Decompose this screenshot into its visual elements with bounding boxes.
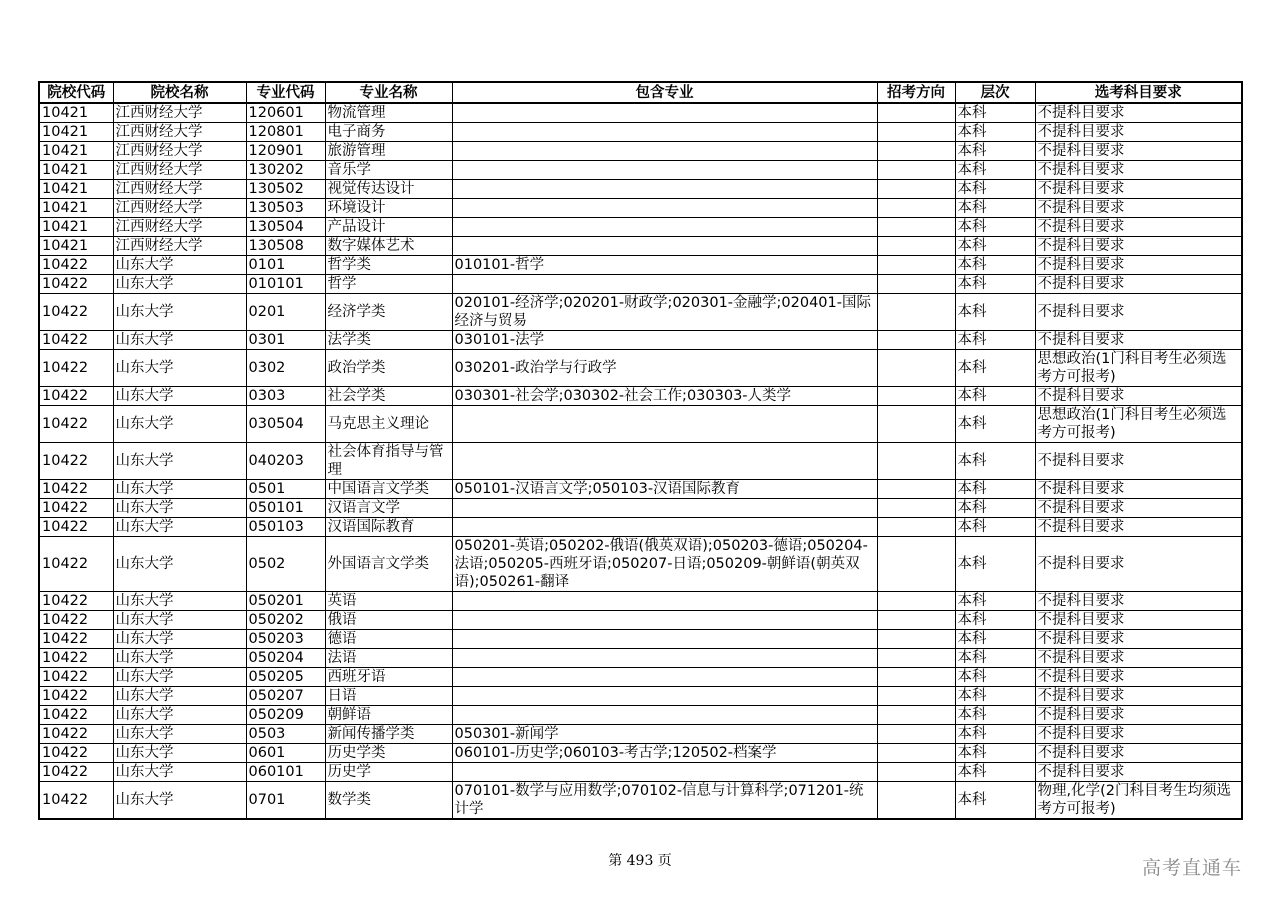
table-row — [39, 763, 1242, 782]
cell-subject-requirement: 不提科目要求 — [1035, 443, 1242, 480]
cell-level: 本科 — [955, 782, 1035, 820]
cell-major-code: 0502 — [246, 537, 325, 592]
table-row — [39, 275, 1242, 294]
cell-school-code: 10422 — [39, 275, 113, 294]
cell-subject-requirement: 思想政治(1门科目考生必须选考方可报考) — [1035, 406, 1242, 443]
cell-major-name: 汉语言文学 — [325, 499, 452, 518]
cell-subject-requirement: 不提科目要求 — [1035, 142, 1242, 161]
cell-school-code: 10422 — [39, 480, 113, 499]
cell-major-code: 0301 — [246, 331, 325, 350]
cell-included-majors: 050301-新闻学 — [452, 725, 877, 744]
cell-major-name: 汉语国际教育 — [325, 518, 452, 537]
cell-major-name: 哲学类 — [325, 256, 452, 275]
cell-school-name: 山东大学 — [113, 350, 246, 387]
cell-level: 本科 — [955, 611, 1035, 630]
header-direction: 招考方向 — [877, 82, 955, 103]
cell-level: 本科 — [955, 218, 1035, 237]
cell-school-code: 10422 — [39, 537, 113, 592]
cell-level: 本科 — [955, 630, 1035, 649]
cell-subject-requirement: 不提科目要求 — [1035, 275, 1242, 294]
cell-major-name: 外国语言文学类 — [325, 537, 452, 592]
cell-school-code: 10422 — [39, 499, 113, 518]
cell-major-code: 130504 — [246, 218, 325, 237]
cell-school-name: 山东大学 — [113, 744, 246, 763]
cell-included-majors — [452, 218, 877, 237]
cell-direction — [877, 782, 955, 820]
table-row — [39, 537, 1242, 592]
table-row — [39, 630, 1242, 649]
cell-included-majors: 030201-政治学与行政学 — [452, 350, 877, 387]
table-row — [39, 103, 1242, 123]
cell-included-majors: 030301-社会学;030302-社会工作;030303-人类学 — [452, 387, 877, 406]
cell-school-code: 10422 — [39, 518, 113, 537]
cell-included-majors — [452, 763, 877, 782]
cell-school-name: 山东大学 — [113, 687, 246, 706]
table-row — [39, 668, 1242, 687]
cell-subject-requirement: 不提科目要求 — [1035, 199, 1242, 218]
cell-direction — [877, 199, 955, 218]
cell-major-code: 120901 — [246, 142, 325, 161]
cell-school-name: 山东大学 — [113, 763, 246, 782]
cell-major-name: 物流管理 — [325, 103, 452, 123]
cell-school-code: 10422 — [39, 763, 113, 782]
cell-school-name: 山东大学 — [113, 630, 246, 649]
cell-direction — [877, 142, 955, 161]
cell-major-name: 历史学类 — [325, 744, 452, 763]
cell-subject-requirement: 不提科目要求 — [1035, 592, 1242, 611]
cell-subject-requirement: 不提科目要求 — [1035, 237, 1242, 256]
table-row — [39, 406, 1242, 443]
cell-included-majors: 050201-英语;050202-俄语(俄英双语);050203-德语;050204-法语;050205-西班牙语;050207-日语;050209-朝鲜语(朝英双语);050261-翻译 — [452, 537, 877, 592]
cell-major-name: 视觉传达设计 — [325, 180, 452, 199]
cell-school-code: 10422 — [39, 256, 113, 275]
cell-school-name: 山东大学 — [113, 537, 246, 592]
cell-major-name: 英语 — [325, 592, 452, 611]
cell-school-name: 山东大学 — [113, 480, 246, 499]
header-row — [39, 82, 1242, 103]
table-row — [39, 649, 1242, 668]
admission-table — [38, 81, 1243, 820]
cell-school-name: 山东大学 — [113, 725, 246, 744]
cell-school-code: 10422 — [39, 611, 113, 630]
cell-included-majors — [452, 611, 877, 630]
cell-subject-requirement: 不提科目要求 — [1035, 123, 1242, 142]
cell-school-code: 10422 — [39, 668, 113, 687]
cell-level: 本科 — [955, 443, 1035, 480]
cell-included-majors — [452, 706, 877, 725]
cell-direction — [877, 123, 955, 142]
cell-level: 本科 — [955, 350, 1035, 387]
cell-level: 本科 — [955, 275, 1035, 294]
header-included-majors: 包含专业 — [452, 82, 877, 103]
cell-school-name: 江西财经大学 — [113, 103, 246, 123]
cell-major-code: 0201 — [246, 294, 325, 331]
cell-major-name: 社会学类 — [325, 387, 452, 406]
cell-subject-requirement: 不提科目要求 — [1035, 611, 1242, 630]
cell-included-majors: 030101-法学 — [452, 331, 877, 350]
cell-included-majors: 060101-历史学;060103-考古学;120502-档案学 — [452, 744, 877, 763]
cell-included-majors — [452, 592, 877, 611]
cell-school-code: 10422 — [39, 350, 113, 387]
cell-direction — [877, 763, 955, 782]
cell-included-majors — [452, 630, 877, 649]
cell-school-code: 10422 — [39, 294, 113, 331]
cell-included-majors — [452, 237, 877, 256]
table-row — [39, 294, 1242, 331]
cell-level: 本科 — [955, 123, 1035, 142]
cell-major-name: 音乐学 — [325, 161, 452, 180]
cell-direction — [877, 218, 955, 237]
cell-included-majors — [452, 123, 877, 142]
cell-school-code: 10422 — [39, 592, 113, 611]
cell-subject-requirement: 不提科目要求 — [1035, 630, 1242, 649]
cell-major-code: 120801 — [246, 123, 325, 142]
cell-major-code: 0601 — [246, 744, 325, 763]
cell-included-majors: 050101-汉语言文学;050103-汉语国际教育 — [452, 480, 877, 499]
cell-major-code: 050201 — [246, 592, 325, 611]
cell-direction — [877, 668, 955, 687]
cell-level: 本科 — [955, 199, 1035, 218]
cell-school-name: 江西财经大学 — [113, 218, 246, 237]
cell-major-name: 环境设计 — [325, 199, 452, 218]
cell-subject-requirement: 不提科目要求 — [1035, 744, 1242, 763]
cell-level: 本科 — [955, 161, 1035, 180]
cell-included-majors — [452, 518, 877, 537]
cell-major-code: 050207 — [246, 687, 325, 706]
cell-school-code: 10422 — [39, 782, 113, 820]
cell-level: 本科 — [955, 537, 1035, 592]
table-row — [39, 687, 1242, 706]
cell-level: 本科 — [955, 518, 1035, 537]
cell-school-name: 山东大学 — [113, 294, 246, 331]
cell-level: 本科 — [955, 480, 1035, 499]
cell-major-code: 130508 — [246, 237, 325, 256]
cell-major-name: 社会体育指导与管理 — [325, 443, 452, 480]
table-row — [39, 142, 1242, 161]
cell-subject-requirement: 思想政治(1门科目考生必须选考方可报考) — [1035, 350, 1242, 387]
cell-direction — [877, 537, 955, 592]
cell-major-code: 050101 — [246, 499, 325, 518]
cell-level: 本科 — [955, 706, 1035, 725]
cell-level: 本科 — [955, 668, 1035, 687]
header-level: 层次 — [955, 82, 1035, 103]
cell-major-name: 旅游管理 — [325, 142, 452, 161]
table-row — [39, 256, 1242, 275]
cell-major-code: 130502 — [246, 180, 325, 199]
cell-direction — [877, 706, 955, 725]
cell-major-code: 040203 — [246, 443, 325, 480]
cell-included-majors: 070101-数学与应用数学;070102-信息与计算科学;071201-统计学 — [452, 782, 877, 820]
cell-included-majors — [452, 649, 877, 668]
header-major-code: 专业代码 — [246, 82, 325, 103]
cell-school-code: 10422 — [39, 331, 113, 350]
table-row — [39, 199, 1242, 218]
cell-major-name: 中国语言文学类 — [325, 480, 452, 499]
cell-school-code: 10421 — [39, 103, 113, 123]
cell-level: 本科 — [955, 142, 1035, 161]
cell-included-majors — [452, 443, 877, 480]
cell-direction — [877, 275, 955, 294]
cell-major-name: 政治学类 — [325, 350, 452, 387]
cell-direction — [877, 103, 955, 123]
cell-school-code: 10422 — [39, 706, 113, 725]
cell-school-code: 10422 — [39, 443, 113, 480]
table-row — [39, 611, 1242, 630]
cell-school-code: 10422 — [39, 649, 113, 668]
cell-level: 本科 — [955, 180, 1035, 199]
cell-direction — [877, 499, 955, 518]
cell-included-majors — [452, 499, 877, 518]
cell-school-name: 江西财经大学 — [113, 123, 246, 142]
cell-direction — [877, 294, 955, 331]
header-school-name: 院校名称 — [113, 82, 246, 103]
cell-school-code: 10422 — [39, 387, 113, 406]
cell-level: 本科 — [955, 331, 1035, 350]
table-row — [39, 480, 1242, 499]
cell-subject-requirement: 不提科目要求 — [1035, 387, 1242, 406]
cell-subject-requirement: 不提科目要求 — [1035, 161, 1242, 180]
table-row — [39, 443, 1242, 480]
cell-school-code: 10421 — [39, 237, 113, 256]
cell-subject-requirement: 不提科目要求 — [1035, 537, 1242, 592]
cell-major-name: 新闻传播学类 — [325, 725, 452, 744]
cell-direction — [877, 350, 955, 387]
cell-included-majors — [452, 142, 877, 161]
cell-major-code: 0503 — [246, 725, 325, 744]
table-row — [39, 518, 1242, 537]
cell-direction — [877, 611, 955, 630]
cell-major-code: 0501 — [246, 480, 325, 499]
cell-major-name: 马克思主义理论 — [325, 406, 452, 443]
cell-subject-requirement: 不提科目要求 — [1035, 331, 1242, 350]
cell-school-code: 10422 — [39, 744, 113, 763]
cell-major-code: 050103 — [246, 518, 325, 537]
cell-direction — [877, 161, 955, 180]
cell-school-name: 山东大学 — [113, 518, 246, 537]
table-row — [39, 350, 1242, 387]
cell-major-code: 030504 — [246, 406, 325, 443]
cell-level: 本科 — [955, 687, 1035, 706]
cell-major-name: 俄语 — [325, 611, 452, 630]
cell-school-name: 山东大学 — [113, 499, 246, 518]
cell-major-code: 050203 — [246, 630, 325, 649]
table-row — [39, 218, 1242, 237]
cell-major-code: 120601 — [246, 103, 325, 123]
cell-major-code: 060101 — [246, 763, 325, 782]
cell-school-code: 10422 — [39, 687, 113, 706]
cell-school-name: 山东大学 — [113, 443, 246, 480]
cell-included-majors: 020101-经济学;020201-财政学;020301-金融学;020401-国际经济与贸易 — [452, 294, 877, 331]
cell-major-name: 日语 — [325, 687, 452, 706]
cell-direction — [877, 237, 955, 256]
cell-major-code: 0701 — [246, 782, 325, 820]
cell-major-name: 产品设计 — [325, 218, 452, 237]
cell-school-name: 山东大学 — [113, 387, 246, 406]
table-row — [39, 782, 1242, 820]
cell-included-majors — [452, 199, 877, 218]
cell-subject-requirement: 不提科目要求 — [1035, 763, 1242, 782]
cell-major-code: 050204 — [246, 649, 325, 668]
header-school-code: 院校代码 — [39, 82, 113, 103]
watermark-logo: 高考直通车 — [1142, 857, 1243, 879]
cell-subject-requirement: 不提科目要求 — [1035, 480, 1242, 499]
cell-direction — [877, 331, 955, 350]
table-row — [39, 180, 1242, 199]
cell-school-code: 10422 — [39, 725, 113, 744]
table-row — [39, 725, 1242, 744]
table-row — [39, 592, 1242, 611]
cell-major-name: 数字媒体艺术 — [325, 237, 452, 256]
table-row — [39, 331, 1242, 350]
cell-direction — [877, 256, 955, 275]
cell-direction — [877, 649, 955, 668]
cell-school-name: 江西财经大学 — [113, 199, 246, 218]
cell-subject-requirement: 不提科目要求 — [1035, 180, 1242, 199]
cell-major-code: 130503 — [246, 199, 325, 218]
cell-subject-requirement: 物理,化学(2门科目考生均须选考方可报考) — [1035, 782, 1242, 820]
table-row — [39, 499, 1242, 518]
cell-level: 本科 — [955, 256, 1035, 275]
cell-school-name: 山东大学 — [113, 649, 246, 668]
cell-direction — [877, 592, 955, 611]
cell-subject-requirement: 不提科目要求 — [1035, 725, 1242, 744]
cell-school-name: 山东大学 — [113, 611, 246, 630]
cell-direction — [877, 630, 955, 649]
table-row — [39, 706, 1242, 725]
page-number: 第 493 页 — [608, 853, 672, 869]
cell-major-code: 050209 — [246, 706, 325, 725]
cell-level: 本科 — [955, 294, 1035, 331]
cell-included-majors — [452, 275, 877, 294]
table-row — [39, 387, 1242, 406]
cell-major-name: 电子商务 — [325, 123, 452, 142]
cell-subject-requirement: 不提科目要求 — [1035, 218, 1242, 237]
cell-subject-requirement: 不提科目要求 — [1035, 499, 1242, 518]
cell-direction — [877, 687, 955, 706]
cell-school-code: 10421 — [39, 180, 113, 199]
cell-subject-requirement: 不提科目要求 — [1035, 687, 1242, 706]
cell-subject-requirement: 不提科目要求 — [1035, 668, 1242, 687]
cell-level: 本科 — [955, 237, 1035, 256]
cell-level: 本科 — [955, 725, 1035, 744]
cell-major-name: 历史学 — [325, 763, 452, 782]
table-row — [39, 237, 1242, 256]
cell-level: 本科 — [955, 499, 1035, 518]
cell-included-majors: 010101-哲学 — [452, 256, 877, 275]
cell-subject-requirement: 不提科目要求 — [1035, 518, 1242, 537]
cell-school-name: 山东大学 — [113, 706, 246, 725]
cell-included-majors — [452, 103, 877, 123]
cell-major-code: 010101 — [246, 275, 325, 294]
cell-direction — [877, 480, 955, 499]
cell-level: 本科 — [955, 387, 1035, 406]
table-row — [39, 161, 1242, 180]
table-row — [39, 744, 1242, 763]
cell-school-code: 10421 — [39, 199, 113, 218]
cell-included-majors — [452, 668, 877, 687]
cell-direction — [877, 406, 955, 443]
cell-level: 本科 — [955, 763, 1035, 782]
cell-major-code: 050205 — [246, 668, 325, 687]
cell-major-name: 朝鲜语 — [325, 706, 452, 725]
cell-major-code: 130202 — [246, 161, 325, 180]
cell-direction — [877, 744, 955, 763]
cell-school-name: 江西财经大学 — [113, 237, 246, 256]
cell-level: 本科 — [955, 744, 1035, 763]
cell-school-name: 山东大学 — [113, 668, 246, 687]
cell-included-majors — [452, 180, 877, 199]
cell-major-name: 西班牙语 — [325, 668, 452, 687]
cell-included-majors — [452, 161, 877, 180]
cell-direction — [877, 725, 955, 744]
cell-school-code: 10421 — [39, 123, 113, 142]
cell-school-code: 10421 — [39, 161, 113, 180]
cell-direction — [877, 387, 955, 406]
cell-school-name: 山东大学 — [113, 331, 246, 350]
cell-level: 本科 — [955, 592, 1035, 611]
header-major-name: 专业名称 — [325, 82, 452, 103]
cell-level: 本科 — [955, 406, 1035, 443]
cell-school-name: 江西财经大学 — [113, 180, 246, 199]
cell-school-name: 山东大学 — [113, 782, 246, 820]
header-subject-requirement: 选考科目要求 — [1035, 82, 1242, 103]
cell-school-name: 江西财经大学 — [113, 161, 246, 180]
cell-school-name: 山东大学 — [113, 592, 246, 611]
cell-major-name: 德语 — [325, 630, 452, 649]
cell-subject-requirement: 不提科目要求 — [1035, 103, 1242, 123]
cell-major-name: 经济学类 — [325, 294, 452, 331]
cell-school-code: 10421 — [39, 218, 113, 237]
cell-major-name: 法语 — [325, 649, 452, 668]
cell-major-code: 050202 — [246, 611, 325, 630]
cell-included-majors — [452, 406, 877, 443]
cell-major-code: 0302 — [246, 350, 325, 387]
cell-subject-requirement: 不提科目要求 — [1035, 706, 1242, 725]
cell-school-name: 山东大学 — [113, 275, 246, 294]
cell-school-name: 山东大学 — [113, 406, 246, 443]
cell-school-name: 江西财经大学 — [113, 142, 246, 161]
cell-school-code: 10422 — [39, 406, 113, 443]
cell-included-majors — [452, 687, 877, 706]
cell-direction — [877, 180, 955, 199]
cell-level: 本科 — [955, 103, 1035, 123]
cell-major-name: 法学类 — [325, 331, 452, 350]
cell-subject-requirement: 不提科目要求 — [1035, 649, 1242, 668]
cell-subject-requirement: 不提科目要求 — [1035, 294, 1242, 331]
cell-major-code: 0303 — [246, 387, 325, 406]
table-row — [39, 123, 1242, 142]
cell-major-name: 数学类 — [325, 782, 452, 820]
cell-subject-requirement: 不提科目要求 — [1035, 256, 1242, 275]
cell-major-name: 哲学 — [325, 275, 452, 294]
cell-direction — [877, 443, 955, 480]
cell-level: 本科 — [955, 649, 1035, 668]
cell-school-code: 10422 — [39, 630, 113, 649]
cell-school-name: 山东大学 — [113, 256, 246, 275]
cell-major-code: 0101 — [246, 256, 325, 275]
cell-school-code: 10421 — [39, 142, 113, 161]
cell-direction — [877, 518, 955, 537]
